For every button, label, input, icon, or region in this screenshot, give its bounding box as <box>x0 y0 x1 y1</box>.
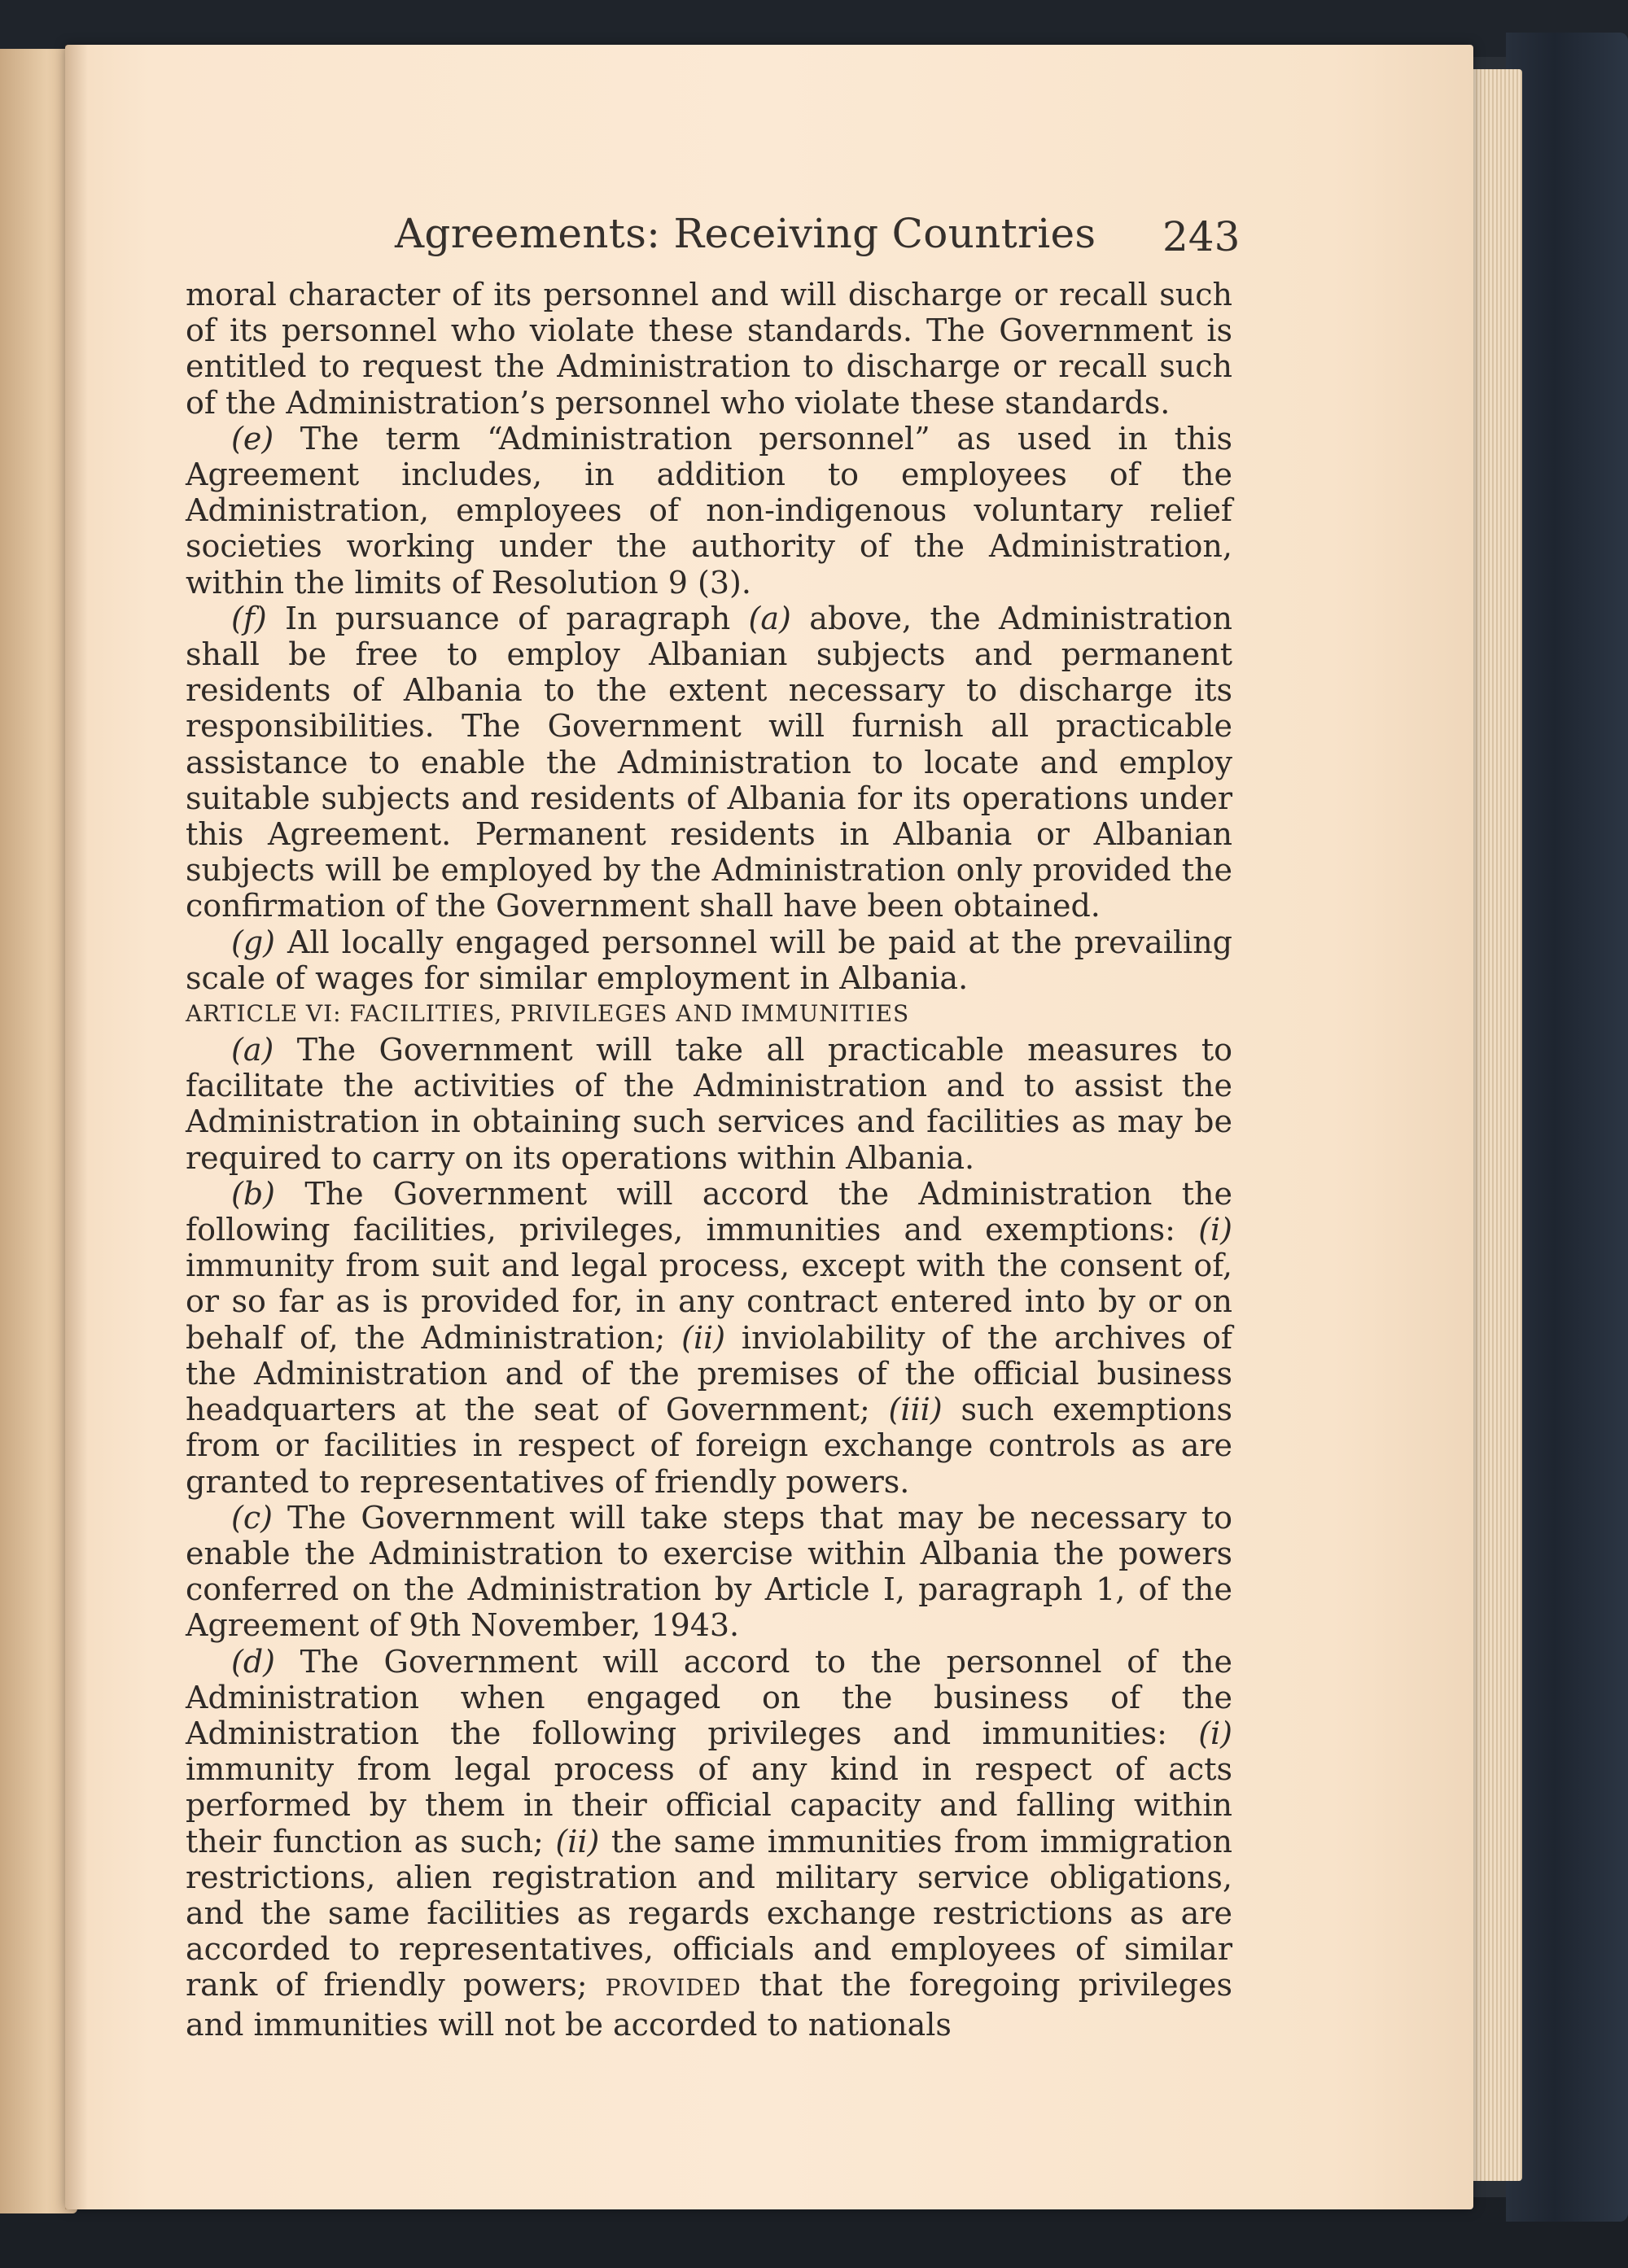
page-number: 243 <box>1162 213 1241 260</box>
article-paragraph-b: (b) The Government will accord the Administration the following facilities, privileges, immunities and exemptions: (i) immunity from suit and legal process, except with the consent of, or so far as is provided for, in any contract entered into by or on behalf of, the Administration; (ii) inviolability of the archives of the Administration and of the premises of the official business headquarters at the seat of Government; (iii) such exemptions from or facilities in respect of foreign exchange controls as are granted to representatives of friendly powers. <box>186 1175 1232 1500</box>
article-heading: ARTICLE VI: FACILITIES, PRIVILEGES AND IMMUNITIES <box>186 1000 910 1028</box>
paragraph-continuation: moral character of its personnel and will discharge or recall such of its personnel who violate these standards. The Government is entitled to request the Administration to discharge or recall such of the Administration’s personnel who violate these standards. <box>186 277 1232 421</box>
gutter-shadow <box>65 45 88 2209</box>
running-title: Agreements: Receiving Countries <box>395 210 1096 257</box>
book-back-cover <box>1506 33 1628 2222</box>
body-text <box>186 277 1232 2043</box>
paragraph-e: (e) The term “Administration personnel” as used in this Agreement includes, in addition to employees of the Administration, employees of non-indigenous voluntary relief societies working under the authority of the Administration, within the limits of Resolution 9 (3). <box>186 420 1232 601</box>
article-paragraph-d: (d) The Government will accord to the personnel of the Administration when engaged on the business of the Administration the following privileges and immunities: (i) immunity from legal process of any kind in respect of acts performed by them in their official capacity and falling within their function as such; (ii) the same immunities from immigration restrictions, alien registration and military service obligations, and the same facilities as regards exchange restrictions as are accorded to representatives, officials and employees of similar rank of friendly powers; PROVIDED that the foregoing privileges and immunities will not be accorded to nationals <box>186 1643 1232 2043</box>
article-paragraph-a: (a) The Government will take all practicable measures to facilitate the activities of the Administration and to assist the Administration in obtaining such services and facilities as may be required to carry on its operations within Albania. <box>186 1032 1232 1176</box>
paragraph-g: (g) All locally engaged personnel will be paid at the prevailing scale of wages for similar employment in Albania. <box>186 924 1232 996</box>
paragraph-f: (f) In pursuance of paragraph (a) above, the Administration shall be free to employ Albanian subjects and permanent residents of Albania to the extent necessary to discharge its responsibilities. The Government will furnish all practicable assistance to enable the Administration to locate and employ suitable subjects and residents of Albania for its operations under this Agreement. Permanent residents in Albania or Albanian subjects will be employed by the Administration only provided the confirmation of the Government shall have been obtained. <box>186 600 1232 924</box>
article-paragraph-c: (c) The Government will take steps that may be necessary to enable the Administration to exercise within Albania the powers conferred on the Administration by Article I, paragraph 1, of the Agreement of 9th November, 1943. <box>186 1499 1232 1644</box>
